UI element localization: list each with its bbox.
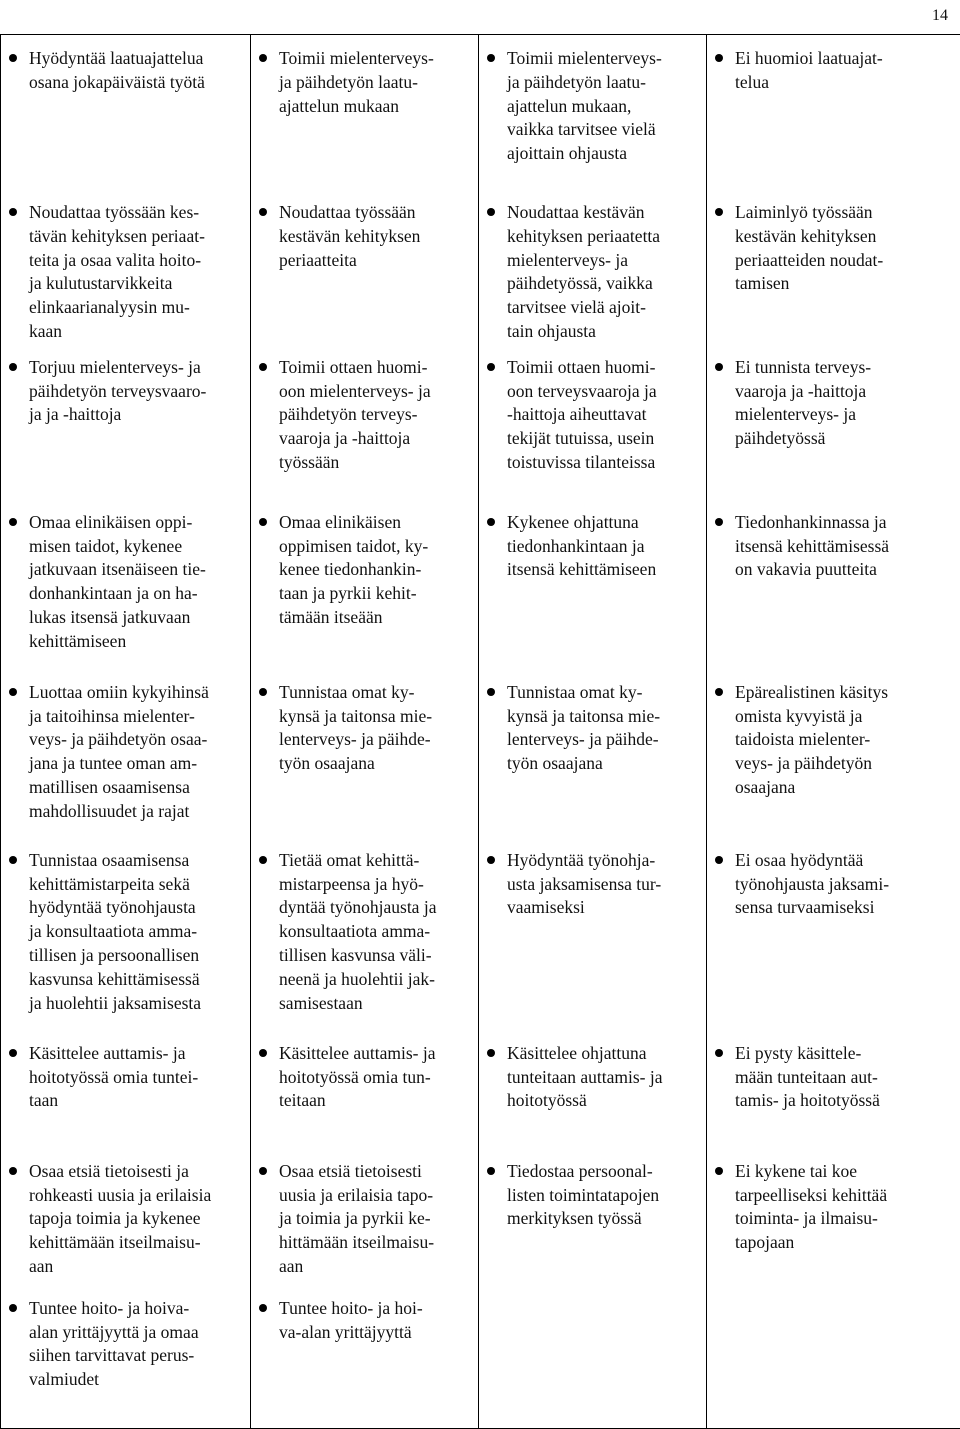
bullet-icon bbox=[715, 688, 723, 696]
table-cell-good bbox=[251, 1285, 479, 1428]
criterion-text: Noudattaa kestävän kehityksen periaatetta mielenterveys- ja päihdetyössä, vaikka tarvitsee vielä ajoit- tain ohjausta bbox=[507, 202, 661, 341]
criterion-text: Kykenee ohjattuna tiedonhankintaan ja itsensä kehittämiseen bbox=[507, 511, 657, 580]
bullet-icon bbox=[9, 688, 17, 696]
table-cell-failed bbox=[707, 1148, 960, 1285]
criterion-text: Ei kykene tai koe tarpeelliseksi kehittää toiminta- ja ilmaisu- tapojaan bbox=[735, 1160, 888, 1253]
bullet-icon bbox=[9, 1167, 17, 1175]
bullet-icon bbox=[9, 208, 17, 216]
table-cell-failed bbox=[707, 837, 960, 1030]
bullet-icon bbox=[715, 1167, 723, 1175]
table-row bbox=[1, 837, 960, 1030]
table-cell-excellent bbox=[1, 669, 251, 837]
criterion-text: Ei pysty käsittele- mään tunteitaan aut- tamis- ja hoitotyössä bbox=[735, 1042, 880, 1111]
table-cell-satisfactory bbox=[479, 189, 707, 344]
criterion-text: Noudattaa työssään kes- tävän kehityksen periaat- teita ja osaa valita hoito- ja kulutustarvikkeita elinkaarianalyysin mu- kaan bbox=[29, 202, 205, 341]
criterion-text: Laiminlyö työssään kestävän kehityksen periaatteiden noudat- tamisen bbox=[735, 202, 884, 294]
page-number: 14 bbox=[932, 7, 948, 24]
table-cell-satisfactory bbox=[479, 1148, 707, 1285]
criterion-text: Noudattaa työssään kestävän kehityksen periaatteita bbox=[279, 202, 421, 270]
table-row bbox=[1, 35, 960, 189]
table-cell-good bbox=[251, 499, 479, 669]
bullet-icon bbox=[487, 856, 495, 864]
criterion-text: Hyödyntää laatuajattelua osana jokapäiväistä työtä bbox=[29, 48, 205, 92]
bullet-icon bbox=[487, 1167, 495, 1175]
table-cell-satisfactory bbox=[479, 1030, 707, 1148]
bullet-icon bbox=[487, 518, 495, 526]
criterion-text: Ei tunnista terveys- vaaroja ja -haittoja mielenterveys- ja päihdetyössä bbox=[735, 356, 872, 449]
competency-table bbox=[0, 34, 960, 1429]
criterion-text: Tunnistaa omat ky- kynsä ja taitonsa mie- lenterveys- ja päihde- työn osaajana bbox=[507, 681, 661, 774]
table-cell-satisfactory bbox=[479, 35, 707, 189]
bullet-icon bbox=[9, 1049, 17, 1057]
criterion-text: Tuntee hoito- ja hoi- va-alan yrittäjyyttä bbox=[279, 1297, 423, 1342]
table-cell-excellent bbox=[1, 1148, 251, 1285]
bullet-icon bbox=[9, 363, 17, 371]
criterion-text: Tietää omat kehittä- mistarpeensa ja hyö- dyntää työnohjausta ja konsultaatiota amma- tillisen kasvunsa väli- neenä ja huolehtii jak- samisestaan bbox=[279, 849, 437, 1013]
table-cell-good bbox=[251, 669, 479, 837]
criterion-text: Ei osaa hyödyntää työnohjausta jaksami- sensa turvaamiseksi bbox=[735, 849, 890, 918]
criterion-text: Tuntee hoito- ja hoiva- alan yrittäjyyttä ja omaa siihen tarvittavat perus- valmiudet bbox=[29, 1297, 199, 1390]
criterion-text: Osaa etsiä tietoisesti uusia ja erilaisia tapo- ja toimia ja pyrkii ke- hittämään itseilmaisu- aan bbox=[279, 1160, 435, 1276]
bullet-icon bbox=[487, 208, 495, 216]
bullet-icon bbox=[259, 208, 267, 216]
table-row bbox=[1, 1285, 960, 1428]
table-cell-failed bbox=[707, 669, 960, 837]
table-row bbox=[1, 344, 960, 499]
table-cell-failed bbox=[707, 1030, 960, 1148]
bullet-icon bbox=[9, 856, 17, 864]
bullet-icon bbox=[715, 208, 723, 216]
table-cell-failed bbox=[707, 344, 960, 499]
bullet-icon bbox=[259, 1049, 267, 1057]
table-cell-good bbox=[251, 837, 479, 1030]
bullet-icon bbox=[9, 518, 17, 526]
bullet-icon bbox=[487, 688, 495, 696]
bullet-icon bbox=[259, 856, 267, 864]
table-cell-excellent bbox=[1, 1285, 251, 1428]
table-cell-good bbox=[251, 1148, 479, 1285]
criterion-text: Osaa etsiä tietoisesti ja rohkeasti uusia ja erilaisia tapoja toimia ja kykenee kehittämään itseilmaisu- aan bbox=[29, 1160, 212, 1276]
criterion-text: Tiedostaa persoonal- listen toimintatapojen merkityksen työssä bbox=[507, 1160, 660, 1229]
table-cell-failed bbox=[707, 499, 960, 669]
criterion-text: Toimii mielenterveys- ja päihdetyön laatu- ajattelun mukaan bbox=[279, 48, 434, 116]
criterion-text: Käsittelee auttamis- ja hoitotyössä omia tuntei- taan bbox=[29, 1042, 199, 1111]
table-cell-excellent bbox=[1, 344, 251, 499]
criterion-text: Ei huomioi laatuajat- telua bbox=[735, 48, 883, 92]
bullet-icon bbox=[487, 363, 495, 371]
criterion-text: Tunnistaa omat ky- kynsä ja taitonsa mie- lenterveys- ja päihde- työn osaajana bbox=[279, 681, 433, 774]
table-row bbox=[1, 1030, 960, 1148]
table-cell-excellent bbox=[1, 837, 251, 1030]
criterion-text: Omaa elinikäisen oppi- misen taidot, kykenee jatkuvaan itsenäiseen tie- donhankintaan ja on ha- lukas itsensä jatkuvaan kehittämiseen bbox=[29, 511, 206, 651]
table-cell-satisfactory bbox=[479, 669, 707, 837]
criterion-text: Toimii ottaen huomi- oon mielenterveys- ja päihdetyön terveys- vaaroja ja -haittoja työssään bbox=[279, 356, 431, 472]
bullet-icon bbox=[259, 363, 267, 371]
bullet-icon bbox=[9, 54, 17, 62]
table-cell-failed bbox=[707, 189, 960, 344]
table-cell-good bbox=[251, 344, 479, 499]
criterion-text: Toimii mielenterveys- ja päihdetyön laatu- ajattelun mukaan, vaikka tarvitsee vielä ajoittain ohjausta bbox=[507, 48, 662, 164]
criterion-text: Käsittelee ohjattuna tunteitaan auttamis- ja hoitotyössä bbox=[507, 1042, 663, 1111]
criterion-text: Tiedonhankinnassa ja itsensä kehittämisessä on vakavia puutteita bbox=[735, 511, 890, 580]
bullet-icon bbox=[715, 1049, 723, 1057]
bullet-icon bbox=[715, 363, 723, 371]
criterion-text: Torjuu mielenterveys- ja päihdetyön terveysvaaro- ja ja -haittoja bbox=[29, 356, 207, 425]
table-cell-excellent bbox=[1, 499, 251, 669]
table-cell-failed bbox=[707, 1285, 960, 1428]
table-cell-good bbox=[251, 35, 479, 189]
table-cell-excellent bbox=[1, 189, 251, 344]
table-cell-good bbox=[251, 1030, 479, 1148]
bullet-icon bbox=[487, 54, 495, 62]
table-cell-satisfactory bbox=[479, 837, 707, 1030]
table-row bbox=[1, 1148, 960, 1285]
table-cell-excellent bbox=[1, 35, 251, 189]
bullet-icon bbox=[259, 518, 267, 526]
criterion-text: Käsittelee auttamis- ja hoitotyössä omia tun- teitaan bbox=[279, 1042, 436, 1111]
criterion-text: Luottaa omiin kykyihinsä ja taitoihinsa mielenter- veys- ja päihdetyön osaa- jana ja tuntee oman am- matillisen osaamisensa mahdollisuudet ja rajat bbox=[29, 681, 209, 821]
table-row bbox=[1, 189, 960, 344]
bullet-icon bbox=[715, 856, 723, 864]
table-cell-satisfactory bbox=[479, 499, 707, 669]
table-cell-good bbox=[251, 189, 479, 344]
table-row bbox=[1, 499, 960, 669]
criterion-text: Omaa elinikäisen oppimisen taidot, ky- kenee tiedonhankin- taan ja pyrkii kehit- tämään itseään bbox=[279, 511, 429, 627]
bullet-icon bbox=[259, 1304, 267, 1312]
bullet-icon bbox=[715, 518, 723, 526]
bullet-icon bbox=[259, 54, 267, 62]
bullet-icon bbox=[487, 1049, 495, 1057]
table-cell-failed bbox=[707, 35, 960, 189]
bullet-icon bbox=[259, 1167, 267, 1175]
criterion-text: Toimii ottaen huomi- oon terveysvaaroja ja -haittoja aiheuttavat tekijät tutuissa, usein toistuvissa tilanteissa bbox=[507, 356, 657, 472]
bullet-icon bbox=[9, 1304, 17, 1312]
bullet-icon bbox=[259, 688, 267, 696]
table-cell-satisfactory bbox=[479, 344, 707, 499]
table-row bbox=[1, 669, 960, 837]
table-cell-excellent bbox=[1, 1030, 251, 1148]
criterion-text: Hyödyntää työnohja- usta jaksamisensa tur- vaamiseksi bbox=[507, 849, 662, 918]
table-cell-satisfactory bbox=[479, 1285, 707, 1428]
criterion-text: Epärealistinen käsitys omista kyvyistä ja taidoista mielenter- veys- ja päihdetyön osaajana bbox=[735, 681, 889, 797]
bullet-icon bbox=[715, 54, 723, 62]
criterion-text: Tunnistaa osaamisensa kehittämistarpeita sekä hyödyntää työnohjausta ja konsultaatiota amma- tillisen ja persoonallisen kasvunsa kehittämisessä ja huolehtii jaksamisesta bbox=[29, 849, 202, 1013]
